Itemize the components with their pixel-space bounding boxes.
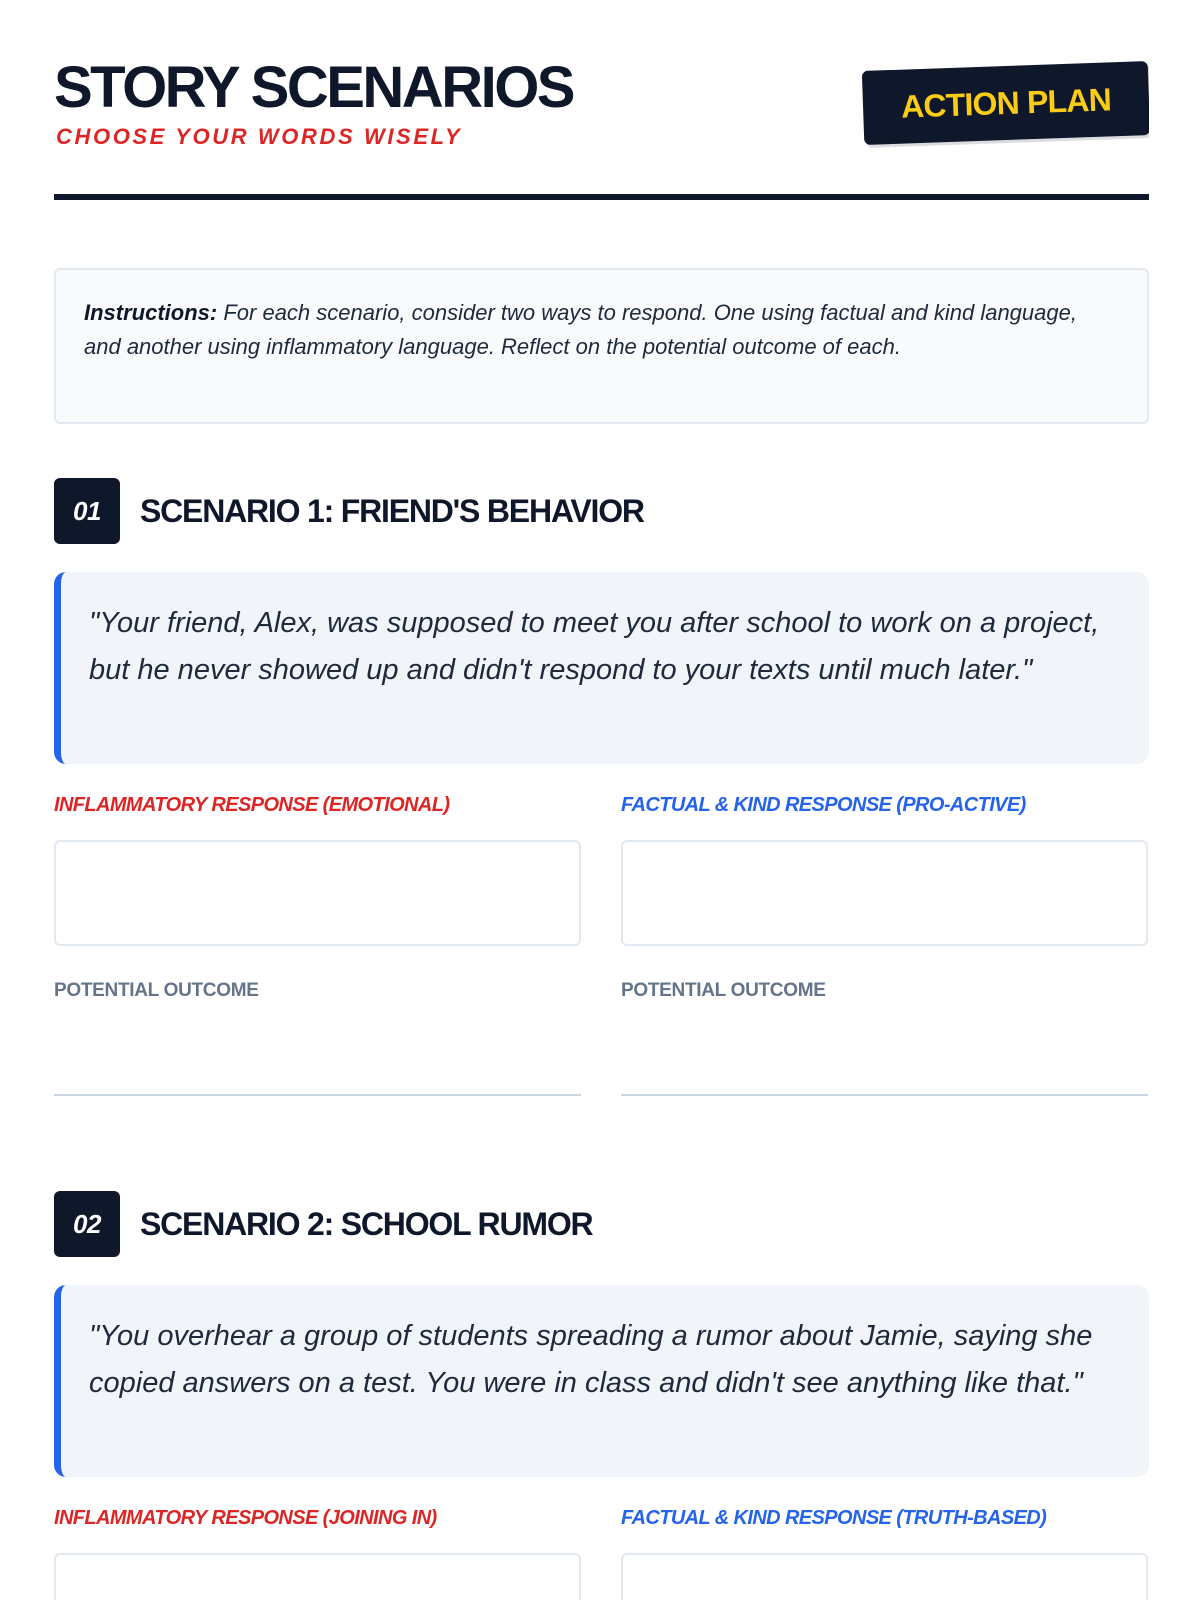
factual-label: FACTUAL & KIND RESPONSE (PRO-ACTIVE) (621, 794, 1026, 816)
worksheet-page (54, 0, 1149, 1600)
scenario-number: 01 (54, 478, 120, 544)
page-subtitle: CHOOSE YOUR WORDS WISELY (56, 124, 463, 149)
scenario-quote: "You overhear a group of students spreading a rumor about Jamie, saying she copied answers on a test. You were in class and didn't see anything like that." (54, 1285, 1149, 1477)
page-header (54, 0, 1149, 200)
instructions-text: For each scenario, consider two ways to respond. One using factual and kind language, and another using inflammatory language. Reflect on the potential outcome of each. (84, 300, 1077, 359)
scenario-1 (54, 478, 1149, 1118)
inflammatory-column (54, 794, 581, 1114)
outcome-writing-line[interactable] (621, 1094, 1148, 1096)
header-divider (54, 194, 1149, 200)
factual-label: FACTUAL & KIND RESPONSE (TRUTH-BASED) (621, 1507, 1047, 1529)
inflammatory-response-field[interactable] (54, 840, 581, 946)
action-plan-badge: ACTION PLAN (862, 61, 1149, 145)
inflammatory-response-field[interactable] (54, 1553, 581, 1600)
scenario-number: 02 (54, 1191, 120, 1257)
factual-response-field[interactable] (621, 1553, 1148, 1600)
scenario-title: SCENARIO 2: SCHOOL RUMOR (140, 1206, 593, 1242)
scenario-quote: "Your friend, Alex, was supposed to meet you after school to work on a project, but he never showed up and didn't respond to your texts until much later." (54, 572, 1149, 764)
scenario-header (54, 1191, 1149, 1257)
instructions-box (54, 268, 1149, 424)
factual-column (621, 1507, 1148, 1600)
outcome-label: POTENTIAL OUTCOME (621, 980, 826, 1001)
factual-column (621, 794, 1148, 1114)
outcome-writing-line[interactable] (54, 1094, 581, 1096)
instructions-lead: Instructions: (84, 300, 218, 325)
factual-response-field[interactable] (621, 840, 1148, 946)
inflammatory-label: INFLAMMATORY RESPONSE (JOINING IN) (54, 1507, 437, 1529)
page-title: STORY SCENARIOS (54, 55, 573, 120)
inflammatory-column (54, 1507, 581, 1600)
scenario-header (54, 478, 1149, 544)
outcome-label: POTENTIAL OUTCOME (54, 980, 259, 1001)
scenario-title: SCENARIO 1: FRIEND'S BEHAVIOR (140, 493, 644, 529)
scenario-2 (54, 1191, 1149, 1600)
inflammatory-label: INFLAMMATORY RESPONSE (EMOTIONAL) (54, 794, 450, 816)
